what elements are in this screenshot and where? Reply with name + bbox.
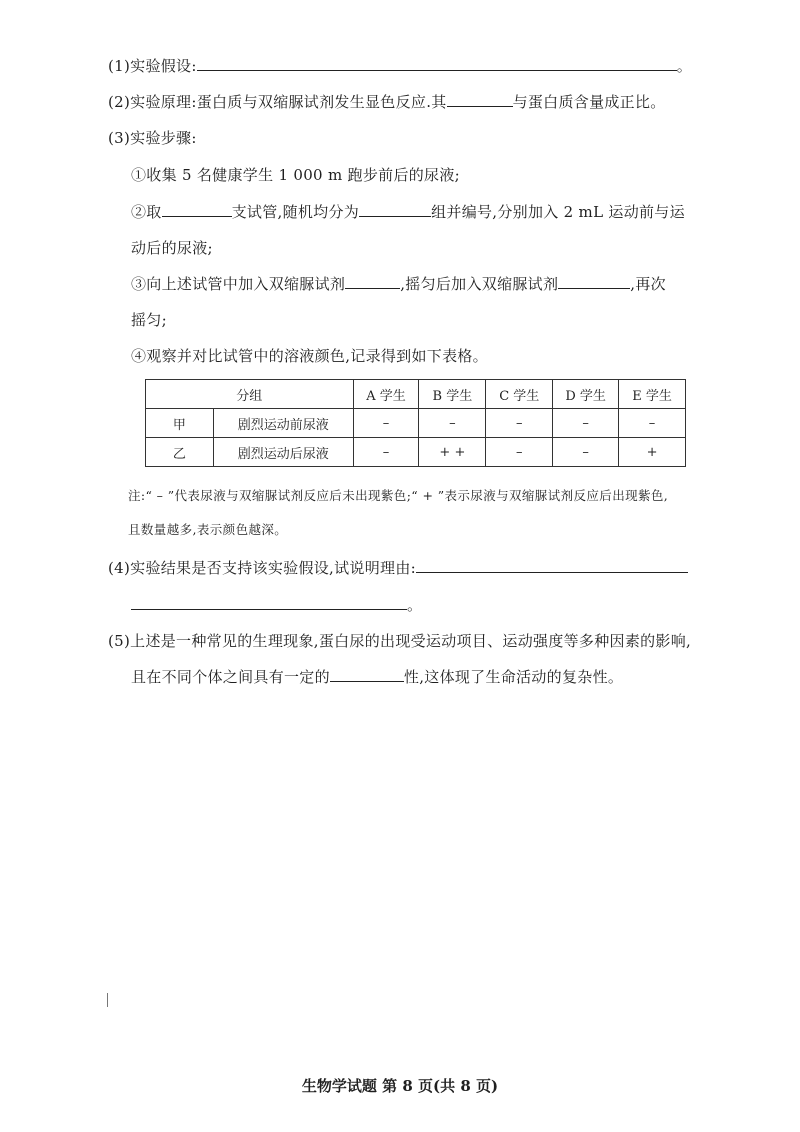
- q4-end: 。: [407, 596, 423, 614]
- question-5: (5)上述是一种常见的生理现象,蛋白尿的出现受运动项目、运动强度等多种因素的影响,: [108, 632, 692, 650]
- q4-blank-b[interactable]: [131, 608, 407, 610]
- table-cell: –: [486, 438, 553, 467]
- margin-mark: [107, 993, 108, 1007]
- table-row: [146, 438, 686, 467]
- question-5-cont: [131, 666, 623, 687]
- question-2: [108, 91, 666, 112]
- table-cell: –: [419, 409, 486, 438]
- step-3: [131, 273, 666, 294]
- q5-blank[interactable]: [330, 680, 404, 682]
- question-4-cont: [131, 594, 422, 615]
- row-id: 甲: [146, 409, 214, 438]
- step-3-blank-a[interactable]: [345, 287, 400, 289]
- q5-text-a: 且在不同个体之间具有一定的: [131, 668, 330, 686]
- table-note-line-1: 注:“ – ”代表尿液与双缩脲试剂反应后未出现紫色;“ + ”表示尿液与双缩脲试剂反应后出现紫色,: [128, 488, 669, 503]
- table-cell: –: [353, 409, 419, 438]
- table-cell: –: [553, 438, 619, 467]
- q2-text-b: 与蛋白质含量成正比。: [512, 93, 666, 111]
- row-desc: 剧烈运动前尿液: [213, 409, 353, 438]
- step-3-blank-b[interactable]: [558, 287, 630, 289]
- header-student-b: B 学生: [419, 380, 486, 409]
- table-cell: –: [486, 409, 553, 438]
- table-cell: –: [553, 409, 619, 438]
- header-group: 分组: [146, 380, 354, 409]
- table-header-row: [146, 380, 686, 409]
- question-1: [108, 55, 692, 76]
- table-cell: –: [353, 438, 419, 467]
- q5-text-b: 性,这体现了生命活动的复杂性。: [403, 668, 624, 686]
- question-3-label: (3)实验步骤:: [108, 129, 197, 147]
- q1-label: (1)实验假设:: [108, 57, 197, 75]
- step-2: [131, 201, 685, 222]
- table-cell: +: [619, 438, 686, 467]
- q4-blank-a[interactable]: [416, 571, 688, 573]
- table-cell: + +: [419, 438, 486, 467]
- q4-text: (4)实验结果是否支持该实验假设,试说明理由:: [108, 559, 416, 577]
- table-cell: –: [619, 409, 686, 438]
- table-note-line-2: 且数量越多,表示颜色越深。: [128, 522, 288, 537]
- page-footer: 生物学试题 第 8 页(共 8 页): [301, 1077, 499, 1095]
- q2-text-a: (2)实验原理:蛋白质与双缩脲试剂发生显色反应.其: [108, 93, 447, 111]
- q1-end: 。: [676, 57, 693, 75]
- step-3-text-c: ,再次: [630, 275, 666, 293]
- header-student-a: A 学生: [353, 380, 419, 409]
- step-1: ①收集 5 名健康学生 1 000 m 跑步前后的尿液;: [131, 166, 461, 184]
- question-4: [108, 557, 688, 578]
- step-2-text-c: 组并编号,分别加入 2 mL 运动前与运: [431, 203, 685, 221]
- step-2-blank-groups[interactable]: [359, 215, 431, 217]
- results-table: [145, 379, 686, 467]
- step-2-text-b: 支试管,随机均分为: [231, 203, 360, 221]
- step-3-text-a: ③向上述试管中加入双缩脲试剂: [131, 275, 346, 293]
- row-id: 乙: [146, 438, 214, 467]
- row-desc: 剧烈运动后尿液: [213, 438, 353, 467]
- step-2-blank-tubes[interactable]: [162, 215, 232, 217]
- q1-blank[interactable]: [197, 69, 677, 71]
- step-4: ④观察并对比试管中的溶液颜色,记录得到如下表格。: [131, 347, 488, 365]
- table-row: [146, 409, 686, 438]
- step-2-cont: 动后的尿液;: [131, 239, 213, 257]
- header-student-c: C 学生: [486, 380, 553, 409]
- header-student-e: E 学生: [619, 380, 686, 409]
- step-2-text-a: ②取: [131, 203, 162, 221]
- q2-blank[interactable]: [447, 105, 513, 107]
- step-3-text-b: ,摇匀后加入双缩脲试剂: [400, 275, 559, 293]
- header-student-d: D 学生: [553, 380, 619, 409]
- step-3-cont: 摇匀;: [131, 311, 167, 329]
